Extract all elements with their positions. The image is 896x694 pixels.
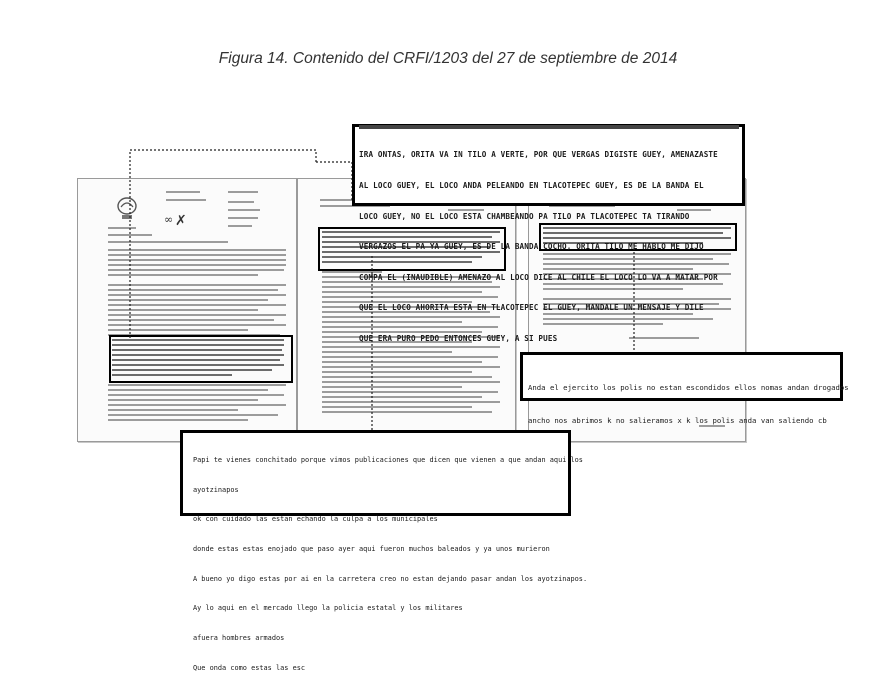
transcript-callout-top xyxy=(352,124,745,344)
transcript-line: AL LOCO GUEY, EL LOCO ANDA PELEANDO EN TLACOTEPEC GUEY, ES DE LA BANDA EL xyxy=(359,181,704,191)
transcript-line: QUE EL LOCO AHORITA ESTA EN TLACOTEPEC EL GUEY, MANDALE UN MENSAJE Y DILE xyxy=(359,303,704,313)
transcript-callout-bottom xyxy=(180,430,588,672)
figure-caption: Figura 14. Contenido del CRFI/1203 del 27 de septiembre de 2014 xyxy=(218,50,678,67)
transcript-line: QUE ERA PURO PEDO ENTONCES GUEY, A SI PUES xyxy=(359,334,558,344)
handwritten-mark: ✗ xyxy=(175,213,187,229)
transcript-line: Papi te vienes conchitado porque vimos publicaciones que dicen que vienen a que andan aqui los xyxy=(193,455,583,464)
transcript-line: ancho nos abrimos k no salieramos x k los polis anda van saliendo cb xyxy=(528,416,827,425)
transcript-line: Ay lo aqui en el mercado llego la policia estatal y los militares xyxy=(193,604,463,613)
transcript-line: ok con cuidado las estan echando la culpa a los municipales xyxy=(193,515,438,524)
transcript-line: VERGAZOS EL PA YA GUEY, ES DE LA BANDA COCHO, ORITA TILO ME HABLO ME DIJO xyxy=(359,242,704,252)
transcript-line: afuera hombres armados xyxy=(193,634,285,643)
transcript-line: Que onda como estas las esc xyxy=(193,663,306,672)
transcript-line: LOCO GUEY, NO EL LOCO ESTA CHAMBEANDO PA TILO PA TLACOTEPEC TA TIRANDO xyxy=(359,211,690,221)
transcript-line: Anda el ejercito los polis no estan escondidos ellos nomas andan drogados xyxy=(528,383,849,392)
transcript-callout-right xyxy=(520,352,849,425)
transcript-line: donde estas estas enojado que paso ayer aqui fueron muchos baleados y ya unos murieron xyxy=(193,544,550,553)
transcript-line: A bueno yo digo estas por ai en la carretera creo no estan dejando pasar andan los ayotzinapos. xyxy=(193,574,588,583)
handwritten-mark: ∞ xyxy=(164,213,174,226)
transcript-line: ayotzinapos xyxy=(193,485,239,494)
transcript-line: IRA ONTAS, ORITA VA IN TILO A VERTE, POR QUE VERGAS DIGISTE GUEY, AMENAZASTE xyxy=(359,150,718,160)
transcript-line: COMPA EL (INAUDIBLE) AMENAZO AL LOCO DICE AL CHILE EL LOCO LO VA A MATAR POR xyxy=(359,272,718,282)
